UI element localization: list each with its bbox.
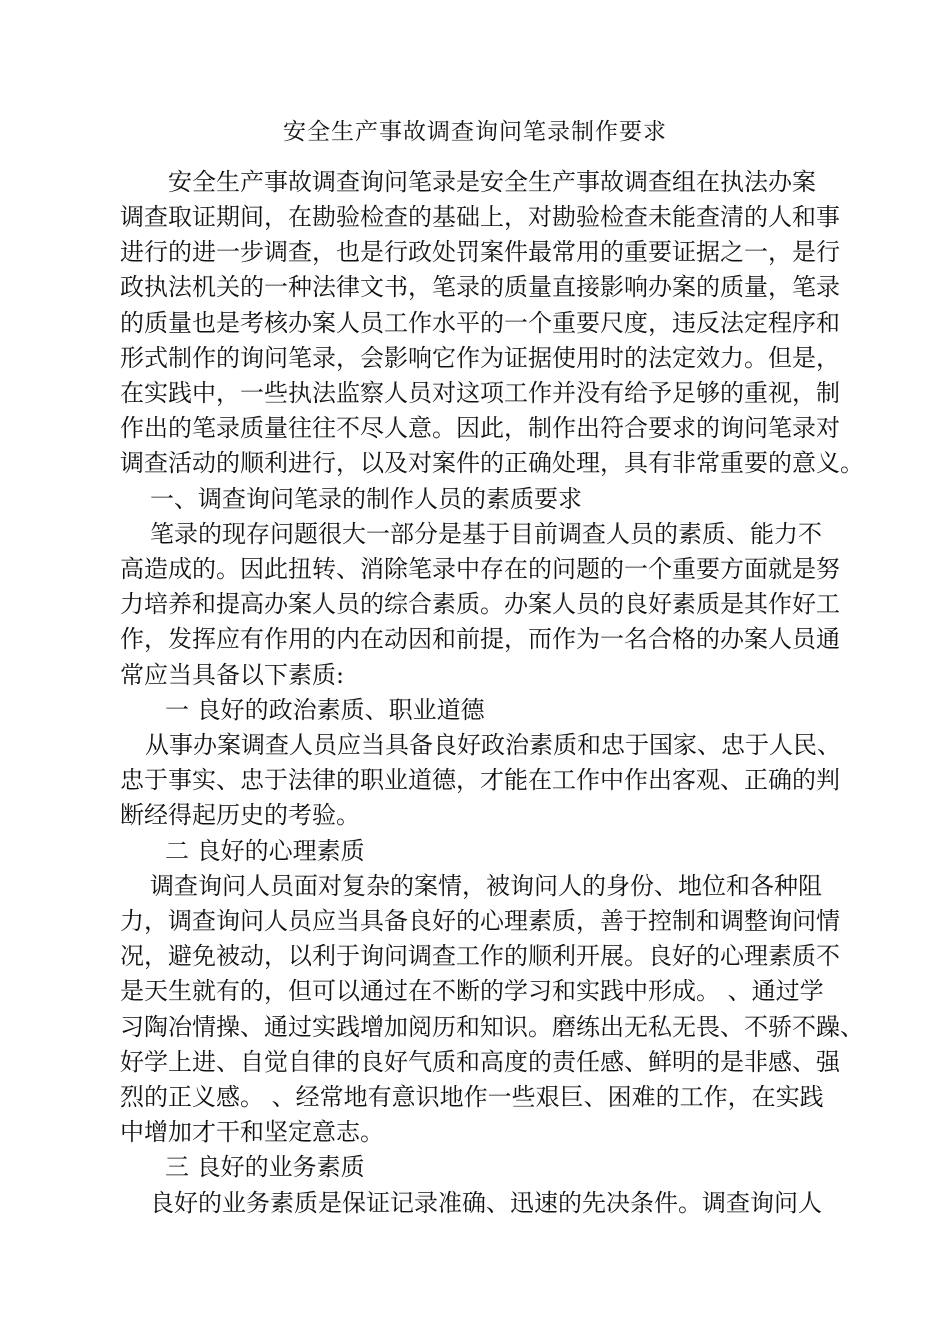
text-line: 烈的正义感。 、经常地有意识地作一些艰巨、困难的工作，在实践 [120,1083,824,1111]
text-line: 是天生就有的，但可以通过在不断的学习和实践中形成。 、通过学 [120,977,824,1005]
text-line: 习陶冶情操、通过实践增加阅历和知识。磨练出无私无畏、不骄不躁、 [120,1013,864,1041]
subsection-heading: 一 良好的政治素质、职业道德 [165,696,485,724]
text-line: 作出的笔录质量往往不尽人意。因此，制作出符合要求的询问笔录对 [120,414,840,442]
text-line: 况，避免被动，以利于询问调查工作的顺利开展。良好的心理素质不 [120,942,840,970]
text-line: 忠于事实、忠于法律的职业道德，才能在工作中作出客观、正确的判 [120,766,840,794]
text-line: 笔录的现存问题很大一部分是基于目前调查人员的素质、能力不 [150,520,822,548]
text-line: 高造成的。因此扭转、消除笔录中存在的问题的一个重要方面就是努 [120,555,840,583]
subsection-heading: 二 良好的心理素质 [165,837,365,865]
text-line: 形式制作的询问笔录，会影响它作为证据使用时的法定效力。但是， [120,344,840,372]
text-line: 力，调查询问人员应当具备良好的心理素质，善于控制和调整询问情 [120,907,840,935]
text-line: 作，发挥应有作用的内在动因和前提，而作为一名合格的办案人员通 [120,625,840,653]
text-line: 调查活动的顺利进行，以及对案件的正确处理，具有非常重要的意义。 [120,449,864,477]
text-line: 良好的业务素质是保证记录准确、迅速的先决条件。调查询问人 [150,1189,822,1217]
text-line: 常应当具备以下素质: [120,661,345,689]
subsection-heading: 三 良好的业务素质 [165,1153,365,1181]
text-line: 在实践中，一些执法监察人员对这项工作并没有给予足够的重视，制 [120,379,840,407]
text-line: 的质量也是考核办案人员工作水平的一个重要尺度，违反法定程序和 [120,309,840,337]
text-line: 好学上进、自觉自律的良好气质和高度的责任感、鲜明的是非感、强 [120,1048,840,1076]
text-line: 力培养和提高办案人员的综合素质。办案人员的良好素质是其作好工 [120,590,840,618]
text-line: 从事办案调查人员应当具备良好政治素质和忠于国家、忠于人民、 [145,731,841,759]
text-line: 调查询问人员面对复杂的案情，被询问人的身份、地位和各种阻 [150,872,822,900]
text-line: 调查取证期间，在勘验检查的基础上，对勘验检查未能查清的人和事 [120,203,840,231]
section-heading: 一、调查询问笔录的制作人员的素质要求 [150,485,582,513]
document-title: 安全生产事故调查询问笔录制作要求 [283,119,667,145]
text-line: 进行的进一步调查，也是行政处罚案件最常用的重要证据之一，是行 [120,238,840,266]
text-line: 中增加才干和坚定意志。 [120,1118,384,1146]
text-line: 安全生产事故调查询问笔录是安全生产事故调查组在执法办案 [168,168,816,196]
text-line: 政执法机关的一种法律文书，笔录的质量直接影响办案的质量，笔录 [120,273,840,301]
text-line: 断经得起历史的考验。 [120,801,360,829]
